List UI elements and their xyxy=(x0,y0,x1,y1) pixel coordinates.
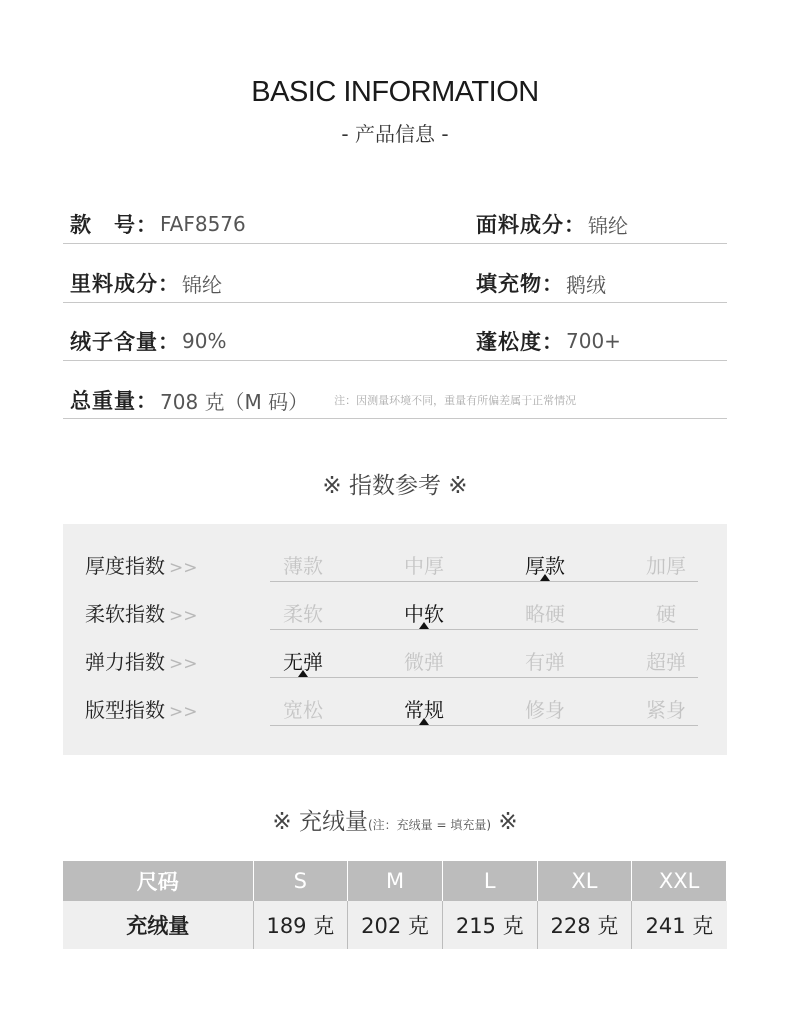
index-option: 薄款 xyxy=(283,554,323,578)
selected-marker-icon xyxy=(419,718,429,725)
index-scale-line xyxy=(270,725,698,726)
lining-label: 里料成分： xyxy=(70,272,180,296)
fill-power-value: 700+ xyxy=(566,329,621,353)
fill-amount-cell: 215 克 xyxy=(442,901,537,949)
title-chinese: - 产品信息 - xyxy=(341,122,449,146)
info-row-1 xyxy=(0,195,790,253)
fill-amount-cell: 202 克 xyxy=(348,901,443,949)
fill-power xyxy=(476,312,621,370)
total-weight-label: 总重量： xyxy=(70,389,158,413)
info-row-4 xyxy=(0,371,790,429)
fill-title-note: (注：充绒量 = 填充量) xyxy=(367,818,492,832)
index-option: 超弹 xyxy=(646,650,686,674)
filling-value: 鹅绒 xyxy=(566,272,606,297)
index-option: 修身 xyxy=(525,698,565,722)
size-header-cell: XXL xyxy=(632,861,727,901)
fabric-label: 面料成分： xyxy=(476,213,586,237)
index-label xyxy=(85,646,198,675)
fill-section-title xyxy=(0,803,790,836)
index-option: 宽松 xyxy=(283,698,323,722)
index-option: 略硬 xyxy=(525,602,565,626)
fill-amount-cell: 189 克 xyxy=(253,901,348,949)
index-scale-line xyxy=(270,581,698,582)
down-content-label: 绒子含量： xyxy=(70,330,180,354)
size-header-cell: L xyxy=(442,861,537,901)
divider xyxy=(63,243,727,244)
arrows-icon: >> xyxy=(169,654,198,674)
index-option: 中软 xyxy=(404,602,444,626)
down-content-value: 90% xyxy=(182,329,227,353)
divider xyxy=(63,360,727,361)
weight-note: 注：因测量环境不同，重量有所偏差属于正常情况 xyxy=(334,394,577,407)
selected-marker-icon xyxy=(540,574,550,581)
fill-amount-label: 充绒量 xyxy=(63,901,253,949)
fill-power-label: 蓬松度： xyxy=(476,330,564,354)
info-row-3 xyxy=(0,312,790,370)
index-label-text: 弹力指数 xyxy=(85,650,165,674)
index-label-text: 版型指数 xyxy=(85,698,165,722)
info-row-2 xyxy=(0,254,790,312)
table-row xyxy=(63,901,727,949)
arrows-icon: >> xyxy=(169,702,198,722)
title-english: BASIC INFORMATION xyxy=(251,76,539,108)
index-option: 微弹 xyxy=(404,650,444,674)
divider xyxy=(63,302,727,303)
index-option: 无弹 xyxy=(283,650,323,674)
style-number-label: 款 号： xyxy=(70,213,158,237)
index-label xyxy=(85,694,198,723)
filling-label: 填充物： xyxy=(476,272,564,296)
size-header-cell: XL xyxy=(537,861,632,901)
down-content xyxy=(70,312,226,370)
arrows-icon: >> xyxy=(169,606,198,626)
total-weight xyxy=(70,371,576,429)
lining-value: 锦纶 xyxy=(182,272,222,297)
fill-amount-table xyxy=(63,861,727,949)
selected-marker-icon xyxy=(419,622,429,629)
index-option: 紧身 xyxy=(646,698,686,722)
filling xyxy=(476,254,606,312)
index-label-text: 柔软指数 xyxy=(85,602,165,626)
index-label xyxy=(85,598,198,627)
index-scale-line xyxy=(270,677,698,678)
selected-marker-icon xyxy=(298,670,308,677)
index-option: 加厚 xyxy=(646,554,686,578)
style-number xyxy=(70,195,246,253)
style-number-value: FAF8576 xyxy=(160,212,246,236)
fabric xyxy=(476,195,628,253)
total-weight-value: 708 克（M 码） xyxy=(160,389,309,414)
table-header-row xyxy=(63,861,727,901)
index-option: 硬 xyxy=(656,602,676,626)
index-label-text: 厚度指数 xyxy=(85,554,165,578)
size-header-label: 尺码 xyxy=(63,861,253,901)
arrows-icon: >> xyxy=(169,558,198,578)
size-header-cell: M xyxy=(348,861,443,901)
index-scale-line xyxy=(270,629,698,630)
index-option: 厚款 xyxy=(525,554,565,578)
fill-amount-cell: 241 克 xyxy=(632,901,727,949)
index-panel xyxy=(63,524,727,755)
fill-amount-cell: 228 克 xyxy=(537,901,632,949)
lining xyxy=(70,254,222,312)
fabric-value: 锦纶 xyxy=(588,213,628,238)
fill-title-main: ※ 充绒量 xyxy=(272,809,368,835)
index-option: 中厚 xyxy=(404,554,444,578)
index-option: 常规 xyxy=(404,698,444,722)
fill-title-end: ※ xyxy=(491,809,518,835)
index-section-title: ※ 指数参考 ※ xyxy=(322,473,468,499)
index-option: 柔软 xyxy=(283,602,323,626)
divider xyxy=(63,418,727,419)
index-label xyxy=(85,550,198,579)
index-option: 有弹 xyxy=(525,650,565,674)
size-header-cell: S xyxy=(253,861,348,901)
